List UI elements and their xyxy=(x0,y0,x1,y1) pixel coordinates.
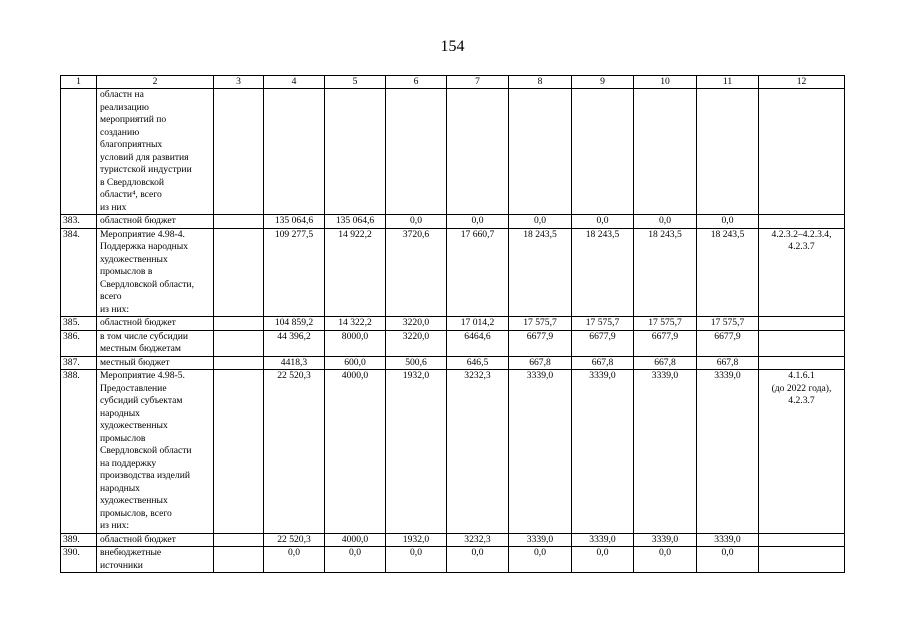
row-number: 384. xyxy=(61,228,97,317)
value-cell: 3232,3 xyxy=(447,370,509,534)
reference-cell: 4.1.6.1 (до 2022 года), 4.2.3.7 xyxy=(759,370,845,534)
value-cell: 0,0 xyxy=(634,547,697,573)
row-name: областной бюджет xyxy=(97,317,214,331)
value-cell: 135 064,6 xyxy=(325,215,386,229)
value-cell: 0,0 xyxy=(509,547,572,573)
value-cell: 18 243,5 xyxy=(509,228,572,317)
value-cell: 3720,6 xyxy=(386,228,447,317)
value-cell: 6464,6 xyxy=(447,330,509,356)
value-cell: 17 014,2 xyxy=(447,317,509,331)
value-cell: 17 575,7 xyxy=(509,317,572,331)
value-cell xyxy=(214,228,264,317)
value-cell: 3232,3 xyxy=(447,533,509,547)
value-cell: 3339,0 xyxy=(509,370,572,534)
row-name: Мероприятие 4.98-4. Поддержка народных художественных промыслов в Свердловской области, всего из них: xyxy=(97,228,214,317)
value-cell: 0,0 xyxy=(325,547,386,573)
value-cell: 0,0 xyxy=(386,547,447,573)
col-header: 10 xyxy=(634,76,697,89)
value-cell: 18 243,5 xyxy=(572,228,634,317)
col-header: 9 xyxy=(572,76,634,89)
row-number: 385. xyxy=(61,317,97,331)
value-cell: 667,8 xyxy=(697,356,759,370)
value-cell: 667,8 xyxy=(509,356,572,370)
row-name: областной бюджет xyxy=(97,533,214,547)
row-number: 387. xyxy=(61,356,97,370)
value-cell xyxy=(214,547,264,573)
value-cell xyxy=(572,89,634,215)
value-cell xyxy=(214,330,264,356)
value-cell xyxy=(447,89,509,215)
table-row xyxy=(61,330,845,356)
value-cell: 0,0 xyxy=(447,215,509,229)
reference-cell xyxy=(759,89,845,215)
value-cell xyxy=(214,215,264,229)
value-cell: 4000,0 xyxy=(325,533,386,547)
value-cell: 0,0 xyxy=(572,215,634,229)
value-cell: 3339,0 xyxy=(697,370,759,534)
value-cell: 14 922,2 xyxy=(325,228,386,317)
row-name: внебюджетные источники xyxy=(97,547,214,573)
value-cell: 3339,0 xyxy=(509,533,572,547)
value-cell: 17 575,7 xyxy=(634,317,697,331)
reference-cell xyxy=(759,356,845,370)
table-row xyxy=(61,370,845,534)
table-row xyxy=(61,356,845,370)
col-header: 7 xyxy=(447,76,509,89)
value-cell: 8000,0 xyxy=(325,330,386,356)
row-number: 390. xyxy=(61,547,97,573)
value-cell: 135 064,6 xyxy=(264,215,325,229)
value-cell: 0,0 xyxy=(509,215,572,229)
value-cell: 3220,0 xyxy=(386,317,447,331)
value-cell xyxy=(325,89,386,215)
value-cell: 109 277,5 xyxy=(264,228,325,317)
reference-cell xyxy=(759,215,845,229)
col-header: 5 xyxy=(325,76,386,89)
value-cell: 0,0 xyxy=(264,547,325,573)
row-name: местный бюджет xyxy=(97,356,214,370)
value-cell xyxy=(386,89,447,215)
value-cell: 667,8 xyxy=(572,356,634,370)
value-cell xyxy=(214,370,264,534)
row-number: 383. xyxy=(61,215,97,229)
value-cell: 0,0 xyxy=(572,547,634,573)
value-cell: 22 520,3 xyxy=(264,533,325,547)
col-header: 1 xyxy=(61,76,97,89)
value-cell: 3339,0 xyxy=(572,370,634,534)
row-name: в том числе субсидии местным бюджетам xyxy=(97,330,214,356)
header-row xyxy=(61,76,845,89)
value-cell xyxy=(697,89,759,215)
col-header: 3 xyxy=(214,76,264,89)
value-cell: 4000,0 xyxy=(325,370,386,534)
value-cell xyxy=(264,89,325,215)
value-cell: 3339,0 xyxy=(634,533,697,547)
value-cell: 6677,9 xyxy=(572,330,634,356)
reference-cell xyxy=(759,547,845,573)
table-row xyxy=(61,317,845,331)
value-cell: 600,0 xyxy=(325,356,386,370)
page-number: 154 xyxy=(440,38,465,55)
col-header: 6 xyxy=(386,76,447,89)
value-cell xyxy=(214,356,264,370)
value-cell: 1932,0 xyxy=(386,533,447,547)
value-cell: 0,0 xyxy=(697,547,759,573)
value-cell xyxy=(214,533,264,547)
value-cell: 104 859,2 xyxy=(264,317,325,331)
value-cell xyxy=(509,89,572,215)
table-row xyxy=(61,89,845,215)
value-cell: 18 243,5 xyxy=(697,228,759,317)
table-row xyxy=(61,228,845,317)
value-cell: 667,8 xyxy=(634,356,697,370)
value-cell: 0,0 xyxy=(386,215,447,229)
value-cell xyxy=(634,89,697,215)
row-name: областной бюджет xyxy=(97,215,214,229)
table-row xyxy=(61,215,845,229)
value-cell: 18 243,5 xyxy=(634,228,697,317)
row-number: 389. xyxy=(61,533,97,547)
col-header: 2 xyxy=(97,76,214,89)
value-cell: 3339,0 xyxy=(634,370,697,534)
reference-cell xyxy=(759,330,845,356)
row-number xyxy=(61,89,97,215)
row-name: Мероприятие 4.98-5. Предоставление субсидий субъектам народных художественных промыслов Свердловской области на поддержку производства изделий народных художественных промыслов, всего из них: xyxy=(97,370,214,534)
reference-cell xyxy=(759,533,845,547)
value-cell: 17 575,7 xyxy=(572,317,634,331)
value-cell xyxy=(214,89,264,215)
value-cell: 1932,0 xyxy=(386,370,447,534)
col-header: 4 xyxy=(264,76,325,89)
reference-cell xyxy=(759,317,845,331)
value-cell: 4418,3 xyxy=(264,356,325,370)
value-cell: 17 575,7 xyxy=(697,317,759,331)
value-cell: 22 520,3 xyxy=(264,370,325,534)
value-cell: 14 322,2 xyxy=(325,317,386,331)
row-number: 386. xyxy=(61,330,97,356)
col-header: 12 xyxy=(759,76,845,89)
value-cell: 0,0 xyxy=(634,215,697,229)
value-cell: 500,6 xyxy=(386,356,447,370)
table-row xyxy=(61,547,845,573)
value-cell: 44 396,2 xyxy=(264,330,325,356)
value-cell: 17 660,7 xyxy=(447,228,509,317)
table-row xyxy=(61,533,845,547)
col-header: 11 xyxy=(697,76,759,89)
row-number: 388. xyxy=(61,370,97,534)
value-cell: 646,5 xyxy=(447,356,509,370)
reference-cell: 4.2.3.2–4.2.3.4, 4.2.3.7 xyxy=(759,228,845,317)
value-cell: 0,0 xyxy=(447,547,509,573)
value-cell: 6677,9 xyxy=(697,330,759,356)
value-cell: 3339,0 xyxy=(572,533,634,547)
value-cell xyxy=(214,317,264,331)
value-cell: 3339,0 xyxy=(697,533,759,547)
col-header: 8 xyxy=(509,76,572,89)
value-cell: 3220,0 xyxy=(386,330,447,356)
value-cell: 6677,9 xyxy=(509,330,572,356)
budget-table xyxy=(60,75,845,573)
value-cell: 0,0 xyxy=(697,215,759,229)
value-cell: 6677,9 xyxy=(634,330,697,356)
row-name: областн на реализацию мероприятий по созданию благоприятных условий для развития туристской индустрии в Свердловской области⁴, всего из них xyxy=(97,89,214,215)
